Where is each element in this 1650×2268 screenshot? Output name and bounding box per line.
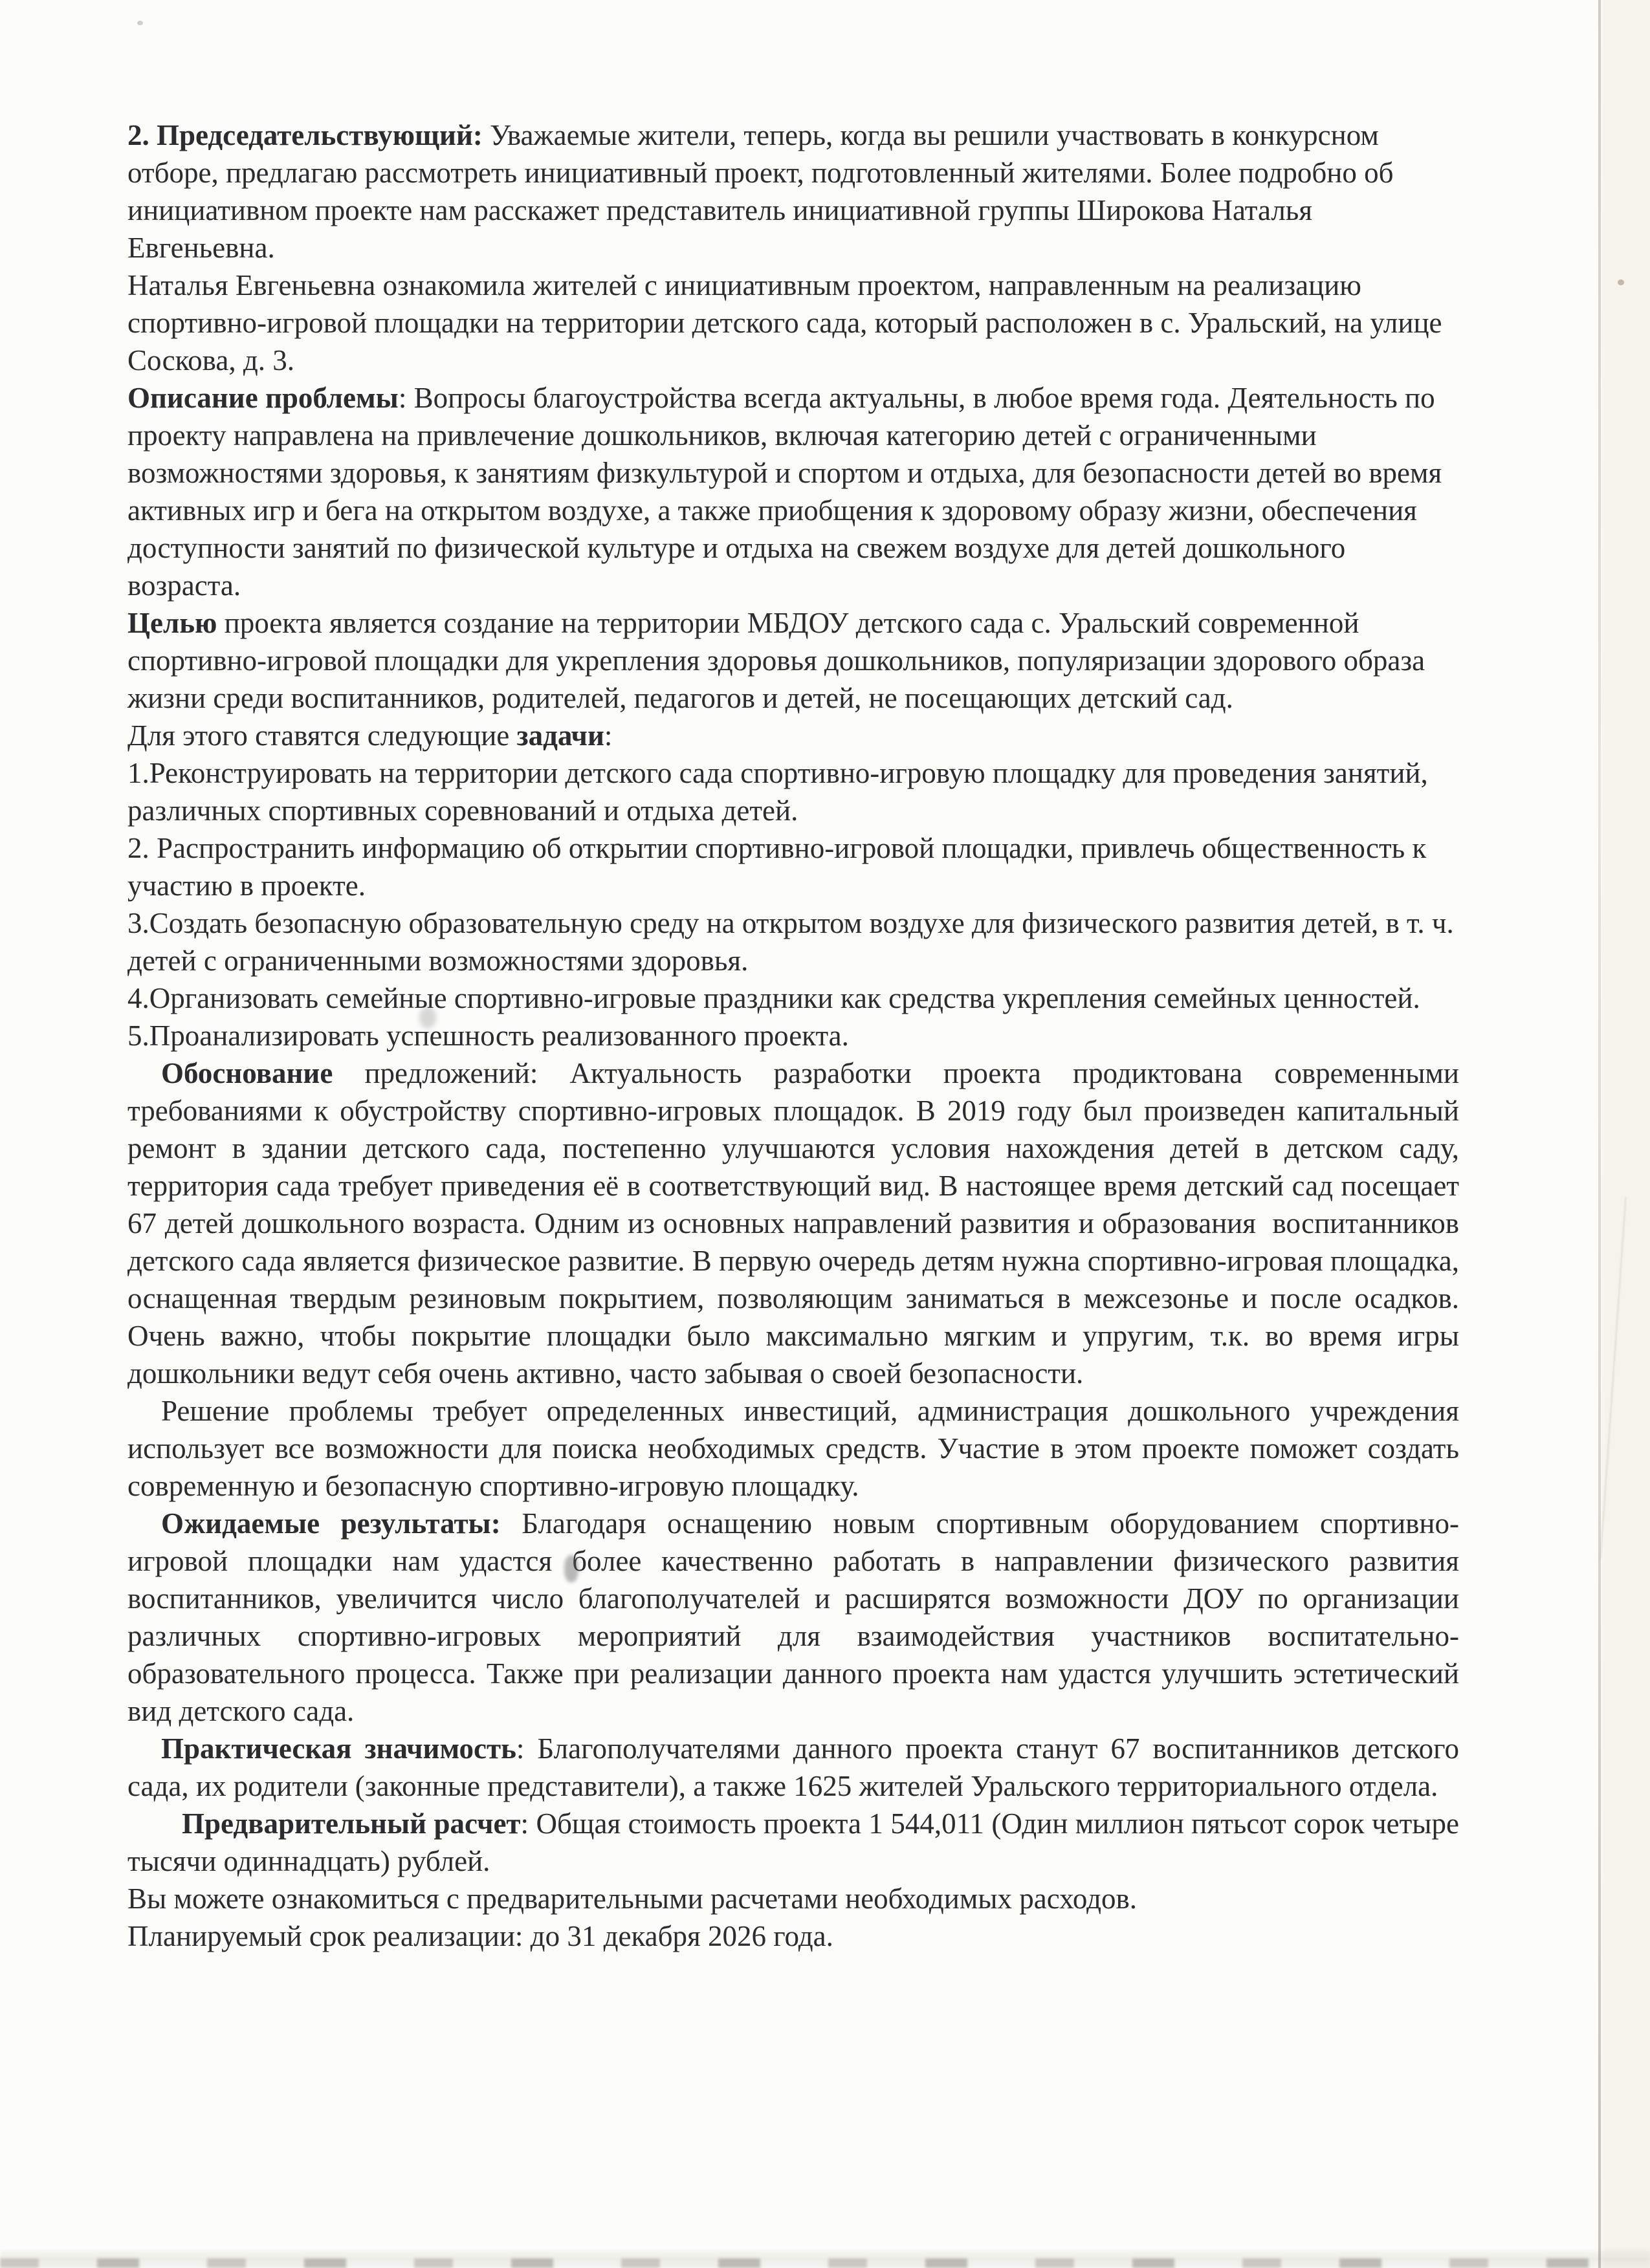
paragraph bbox=[127, 1505, 1467, 1730]
scan-speck bbox=[1618, 279, 1624, 285]
bold-text-run: Ожидаемые результаты: bbox=[161, 1507, 501, 1540]
text-run: Наталья Евгеньевна ознакомила жителей с инициативным проектом, направленным на реализацию спортивно-игровой площадки на территории детского сада, который расположен в с. Уральский, на улице Соскова, д. 3. bbox=[127, 269, 1449, 376]
paragraph bbox=[127, 829, 1459, 904]
paragraph bbox=[127, 267, 1459, 379]
text-run: 3.Создать безопасную образовательную среду на открытом воздухе для физического развития детей, в т. ч. детей с ограниченными возможностями здоровья. bbox=[127, 907, 1461, 977]
paragraph bbox=[127, 717, 1459, 754]
paragraph bbox=[127, 754, 1459, 829]
bold-text-run: Обоснование bbox=[161, 1057, 333, 1089]
bold-text-run: 2. Председательствующий: bbox=[127, 119, 483, 151]
text-run: проекта является создание на территории МБДОУ детского сада с. Уральский современной спортивно-игровой площадки для укрепления здоровья дошкольников, популяризации здорового образа жизни среди воспитанников, родителей, педагогов и детей, не посещающих детский сад. bbox=[127, 607, 1433, 714]
bold-text-run: Предварительный расчет bbox=[182, 1807, 521, 1840]
bold-text-run: Целью bbox=[127, 607, 217, 639]
paragraph bbox=[127, 379, 1459, 604]
text-run: : bbox=[604, 719, 613, 752]
paper-edge-shadow bbox=[1598, 0, 1601, 2268]
text-run: Планируемый срок реализации: до 31 декабря 2026 года. bbox=[127, 1920, 833, 1952]
bottom-scan-smudge bbox=[0, 2258, 1650, 2268]
text-run: 1.Реконструировать на территории детского сада спортивно-игровую площадку для проведения занятий, различных спортивных соревнований и отдыха детей. bbox=[127, 757, 1436, 827]
scan-smudge bbox=[419, 1007, 436, 1029]
text-run: 2. Распространить информацию об открытии спортивно-игровой площадки, привлечь общественность к участию в проекте. bbox=[127, 832, 1434, 902]
paragraph bbox=[127, 116, 1459, 267]
text-run: Вы можете ознакомиться с предварительными расчетами необходимых расходов. bbox=[127, 1882, 1138, 1915]
paragraph bbox=[127, 979, 1459, 1017]
text-run: предложений: Актуальность разработки проекта продиктована современными требованиями к обустройству спортивно-игровых площадок. В 2019 году был произведен капитальный ремонт в здании детского сада, постепенно улучшаются условия нахождения детей в детском саду, территория сада требует приведения её в соответствующий вид. В настоящее время детский сад посещает 67 детей дошкольного возраста. Одним из основных направлений развития и образования воспитанников детского сада является физическое развитие. В первую очередь детям нужна спортивно-игровая площадка, оснащенная твердым резиновым покрытием, позволяющим заниматься в межсезонье и после осадков. Очень важно, чтобы покрытие площадки было максимально мягким и упругим, т.к. во время игры дошкольники ведут себя очень активно, часто забывая о своей безопасности. bbox=[127, 1057, 1467, 1390]
paragraph bbox=[127, 1054, 1467, 1392]
text-run: : Вопросы благоустройства всегда актуальны, в любое время года. Деятельность по проекту направлена на привлечение дошкольников, включая категорию детей с ограниченными возможностями здоровья, к занятиям физкультурой и спортом и отдыха, для безопасности детей во время активных игр и бега на открытом воздухе, а также приобщения к здоровому образу жизни, обеспечения доступности занятий по физической культуре и отдыха на свежем воздухе для детей дошкольного возраста. bbox=[127, 382, 1449, 602]
text-run: : Благополучателями данного проекта станут 67 воспитанников детского сада, их родители (законные представители), а также 1625 жителей Уральского территориального отдела. bbox=[127, 1732, 1467, 1802]
scan-speck bbox=[137, 21, 143, 25]
bold-text-run: задачи bbox=[516, 719, 604, 752]
paragraph bbox=[127, 1730, 1467, 1805]
paragraph bbox=[127, 1805, 1467, 1880]
text-run: Уважаемые жители, теперь, когда вы решили участвовать в конкурсном отборе, предлагаю рассмотреть инициативный проект, подготовленный жителями. Более подробно об инициативном проекте нам расскажет представитель инициативной группы Широкова Наталья Евгеньевна. bbox=[127, 119, 1401, 264]
paragraph bbox=[127, 904, 1459, 979]
paragraph bbox=[127, 1917, 1459, 1955]
text-run: Для этого ставятся следующие bbox=[127, 719, 517, 752]
text-run: : Общая стоимость проекта 1 544,011 (Один миллион пятьсот сорок четыре тысячи одиннадцать) рублей. bbox=[127, 1807, 1467, 1877]
paragraph bbox=[127, 604, 1459, 717]
document-body bbox=[127, 116, 1467, 1955]
text-run: Решение проблемы требует определенных инвестиций, администрация дошкольного учреждения использует все возможности для поиска необходимых средств. Участие в этом проекте поможет создать современную и безопасную спортивно-игровую площадку. bbox=[127, 1395, 1467, 1502]
text-run: 5.Проанализировать успешность реализованного проекта. bbox=[127, 1020, 849, 1052]
scan-smudge bbox=[564, 1555, 578, 1582]
bold-text-run: Описание проблемы bbox=[127, 382, 399, 414]
bold-text-run: Практическая значимость bbox=[161, 1732, 516, 1765]
paragraph bbox=[127, 1880, 1459, 1917]
text-run: 4.Организовать семейные спортивно-игровые праздники как средства укрепления семейных ценностей. bbox=[127, 982, 1420, 1014]
paragraph bbox=[127, 1017, 1459, 1054]
text-run: Благодаря оснащению новым спортивным оборудованием спортивно-игровой площадки нам удастся более качественно работать в направлении физического развития воспитанников, увеличится число благополучателей и расширятся возможности ДОУ по организации различных спортивно-игровых мероприятий для взаимодействия участников воспитательно-образовательного процесса. Также при реализации данного проекта нам удастся улучшить эстетический вид детского сада. bbox=[127, 1507, 1467, 1727]
paragraph bbox=[127, 1392, 1467, 1505]
